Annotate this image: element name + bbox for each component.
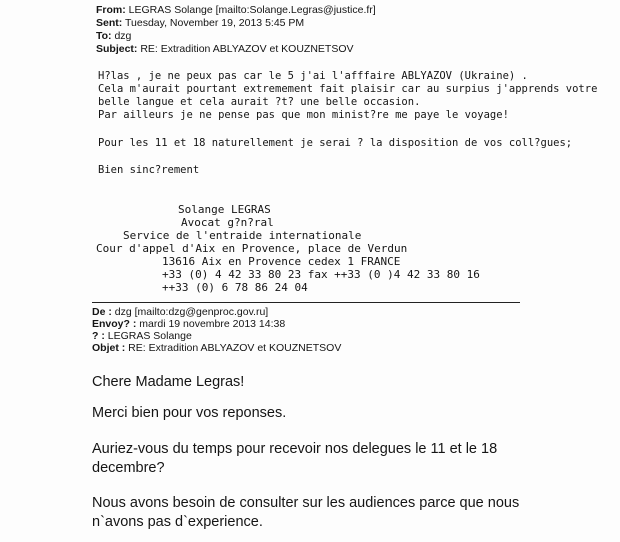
signature-service: Service de l'entraide internationale (123, 229, 362, 242)
signature-title: Avocat g?n?ral (181, 216, 274, 229)
email2-to-label: ? : (92, 330, 105, 342)
email1-sent-label: Sent: (96, 17, 123, 29)
email1-sent-line (96, 17, 304, 29)
email2-sent-value: mardi 19 novembre 2013 14:38 (139, 318, 286, 330)
signature-phone-fax: +33 (0) 4 42 33 80 23 fax ++33 (0 )4 42 33 80 16 (162, 268, 480, 281)
email2-body-line: decembre? (92, 460, 165, 476)
email2-body-line: Nous avons besoin de consulter sur les audiences parce que nous (92, 495, 520, 511)
signature-name: Solange LEGRAS (178, 203, 271, 216)
signature-mobile: ++33 (0) 6 78 86 24 04 (162, 281, 308, 294)
email1-body-line: Par ailleurs je ne pense pas que mon minist?re me paye le voyage! (98, 109, 509, 121)
email2-sent-label: Envoy? : (92, 318, 137, 330)
email2-subject-label: Objet : (92, 342, 126, 354)
signature-court: Cour d'appel d'Aix en Provence, place de Verdun (96, 242, 408, 255)
email2-from-line (92, 307, 268, 318)
email2-subject-line (92, 343, 341, 354)
email2-body-line: n`avons pas d`experience. (92, 514, 263, 530)
email1-body-line: belle langue et cela aurait ?t? une belle occasion. (98, 96, 421, 108)
email2-from-value: dzg [mailto:dzg@genproc.gov.ru] (114, 306, 269, 318)
email1-subject-label: Subject: (96, 43, 138, 55)
email1-sent-value: Tuesday, November 19, 2013 5:45 PM (124, 17, 305, 29)
signature-city: 13616 Aix en Provence cedex 1 FRANCE (162, 255, 401, 268)
email1-from-value: LEGRAS Solange [mailto:Solange.Legras@justice.fr] (128, 4, 376, 16)
email1-body-line: H?las , je ne peux pas car le 5 j'ai l'afffaire ABLYAZOV (Ukraine) . (98, 70, 528, 82)
email2-to-line (92, 331, 192, 342)
email2-to-value: LEGRAS Solange (107, 330, 192, 342)
email1-to-line (96, 30, 131, 42)
email2-greeting: Chere Madame Legras! (92, 374, 245, 390)
email1-body-line: Bien sinc?rement (98, 164, 200, 176)
email1-body-line: Cela m'aurait pourtant extremement fait plaisir car au surpius j'apprends votre (98, 83, 598, 95)
email2-from-label: De : (92, 306, 112, 318)
header-separator (92, 302, 520, 303)
email2-body-line: Auriez-vous du temps pour recevoir nos delegues le 11 et le 18 (92, 441, 498, 457)
email1-subject-value: RE: Extradition ABLYAZOV et KOUZNETSOV (140, 43, 354, 55)
email1-body-line: Pour les 11 et 18 naturellement je serai ? la disposition de vos coll?gues; (98, 137, 573, 149)
email1-from-line (96, 4, 376, 16)
email1-subject-line (96, 43, 354, 55)
email2-sent-line (92, 319, 285, 330)
email2-subject-value: RE: Extradition ABLYAZOV et KOUZNETSOV (128, 342, 342, 354)
email1-to-label: To: (96, 30, 112, 42)
email2-body-line: Merci bien pour vos reponses. (92, 405, 287, 421)
email1-from-label: From: (96, 4, 126, 16)
email1-to-value: dzg (114, 30, 132, 42)
